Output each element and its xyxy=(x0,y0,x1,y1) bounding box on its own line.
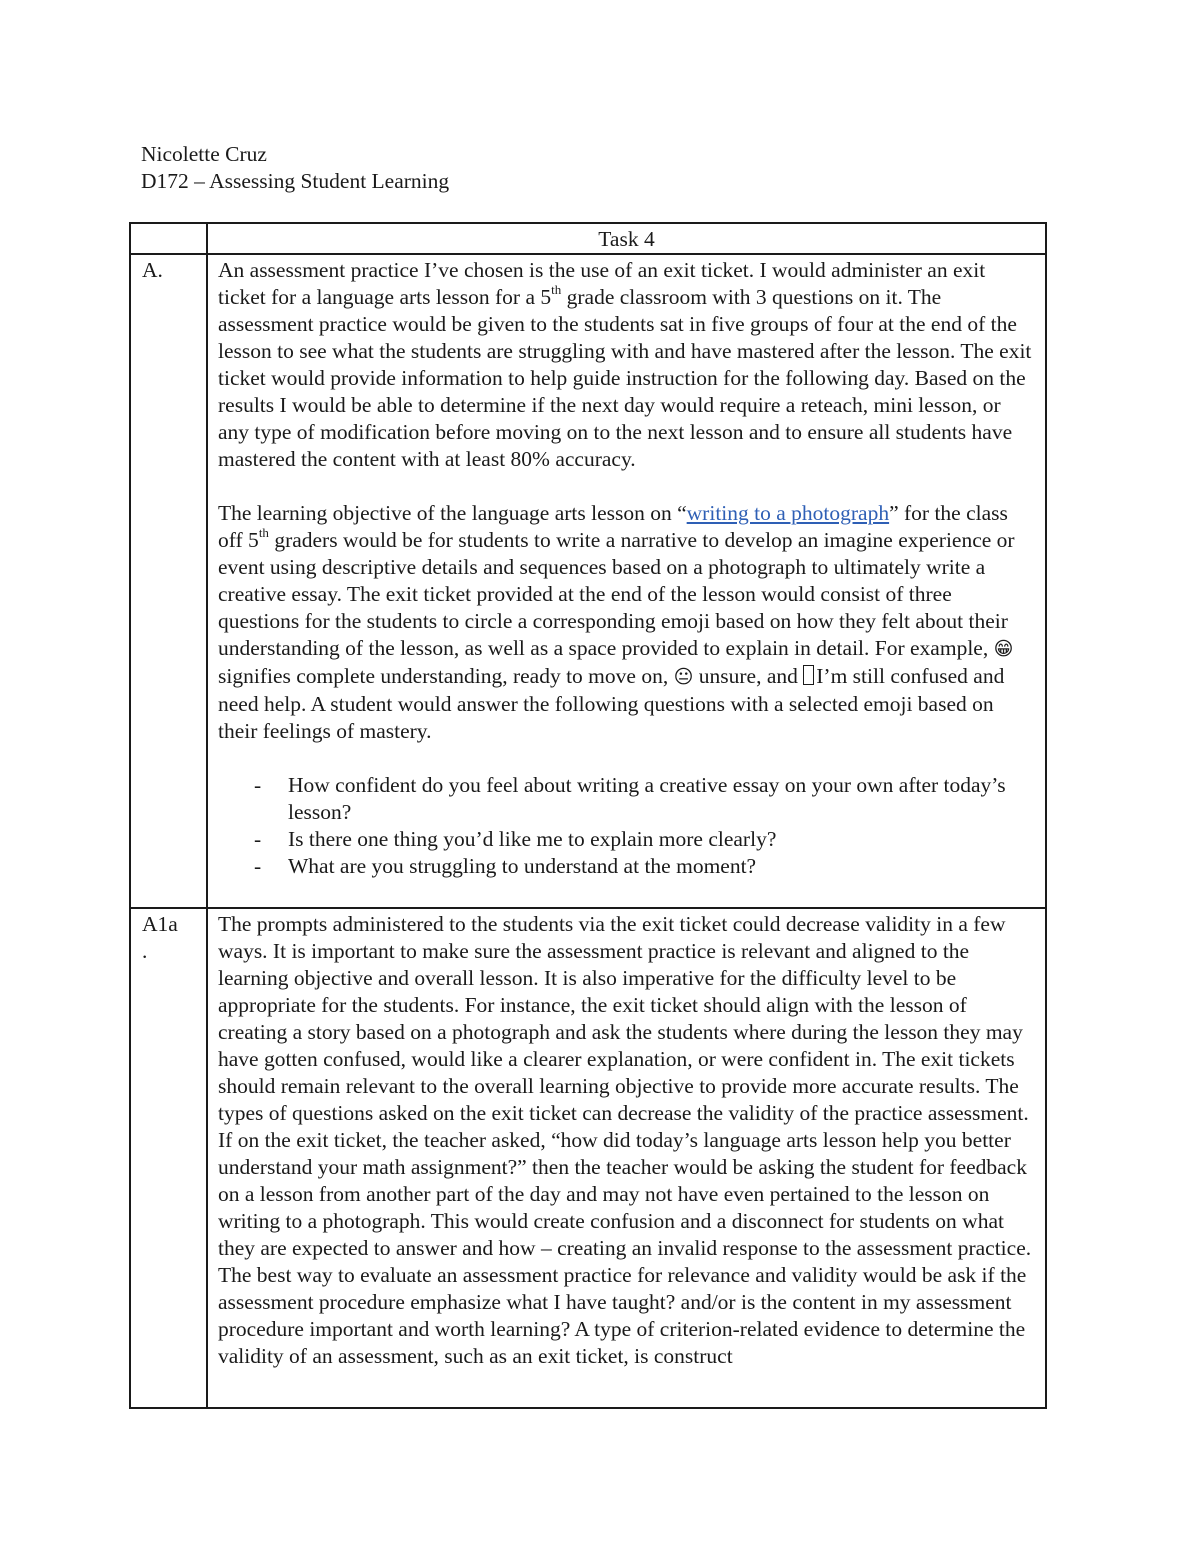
question-list xyxy=(218,772,1033,880)
table-row-a1a xyxy=(130,908,1046,1408)
empty-label-cell xyxy=(130,223,207,254)
table-title-row xyxy=(130,223,1046,254)
grinning-emoji-icon: 😁 xyxy=(993,638,1014,660)
table-row-a xyxy=(130,254,1046,908)
author-name: Nicolette Cruz xyxy=(141,142,267,166)
row-content xyxy=(207,908,1046,1408)
row-label: A1a . xyxy=(130,908,207,1408)
neutral-emoji-icon: 😐 xyxy=(673,666,694,688)
paragraph-learning-objective: The learning objective of the language arts lesson on “writing to a photograph” for the class off 5th graders would be for students to write a narrative to develop an imagine experience or event using descriptive details and sequences based on a photograph to ultimately write a creative essay. The exit ticket provided at the end of the lesson would consist of three questions for the students to circle a corresponding emoji based on how they felt about their understanding of the lesson, as well as a space provided to explain in detail. For example, 😁 signifies complete understanding, ready to move on, 😐 unsure, and I’m still confused and need help. A student would answer the following questions with a selected emoji based on their feelings of mastery. xyxy=(218,501,1015,743)
paragraph-assessment-practice: An assessment practice I’ve chosen is the use of an exit ticket. I would administer an exit ticket for a language arts lesson for a 5th grade classroom with 3 questions on it. The assessment practice would be given to the students sat in five groups of four at the end of the lesson to see what the students are struggling with and have mastered after the lesson. The exit ticket would provide information to help guide instruction for the following day. Based on the results I would be able to determine if the next day would require a reteach, mini lesson, or any type of modification before moving on to the next lesson and to ensure all students have mastered the content with at least 80% accuracy. xyxy=(218,258,1032,471)
missing-glyph-icon xyxy=(803,665,814,685)
bullet-dash: - xyxy=(254,773,262,797)
bullet-dash: - xyxy=(254,827,262,851)
document-header xyxy=(141,141,449,195)
task-title: Task 4 xyxy=(207,223,1046,254)
task-table xyxy=(129,222,1047,1409)
bullet-dash: - xyxy=(254,854,262,878)
list-item: - How confident do you feel about writing a creative essay on your own after today’s lesson? xyxy=(254,773,1006,824)
photograph-link[interactable]: writing to a photograph xyxy=(686,501,890,525)
list-item: - What are you struggling to understand at the moment? xyxy=(254,854,757,878)
course-title: D172 – Assessing Student Learning xyxy=(141,169,450,193)
row-content xyxy=(207,254,1046,908)
row-label: A. xyxy=(130,254,207,908)
paragraph-validity: The prompts administered to the students via the exit ticket could decrease validity in a few ways. It is important to make sure the assessment practice is relevant and aligned to the learning objective and overall lesson. It is also imperative for the difficulty level to be appropriate for the students. For instance, the exit ticket should align with the lesson of creating a story based on a photograph and ask the students where during the lesson they may have gotten confused, would like a clearer explanation, or were confident in. The exit tickets should remain relevant to the overall learning objective to provide more accurate results. The types of questions asked on the exit ticket can decrease the validity of the practice assessment. If on the exit ticket, the teacher asked, “how did today’s language arts lesson help you better understand your math assignment?” then the teacher would be asking the student for feedback on a lesson from another part of the day and may not have even pertained to the lesson on writing to a photograph. This would create confusion and a disconnect for students on what they are expected to answer and how – creating an invalid response to the assessment practice. The best way to evaluate an assessment practice for relevance and validity would be ask if the assessment procedure emphasize what I have taught? and/or is the content in my assessment procedure important and worth learning? A type of criterion-related evidence to determine the validity of an assessment, such as an exit ticket, is construct xyxy=(218,912,1032,1368)
list-item: - Is there one thing you’d like me to explain more clearly? xyxy=(254,827,777,851)
